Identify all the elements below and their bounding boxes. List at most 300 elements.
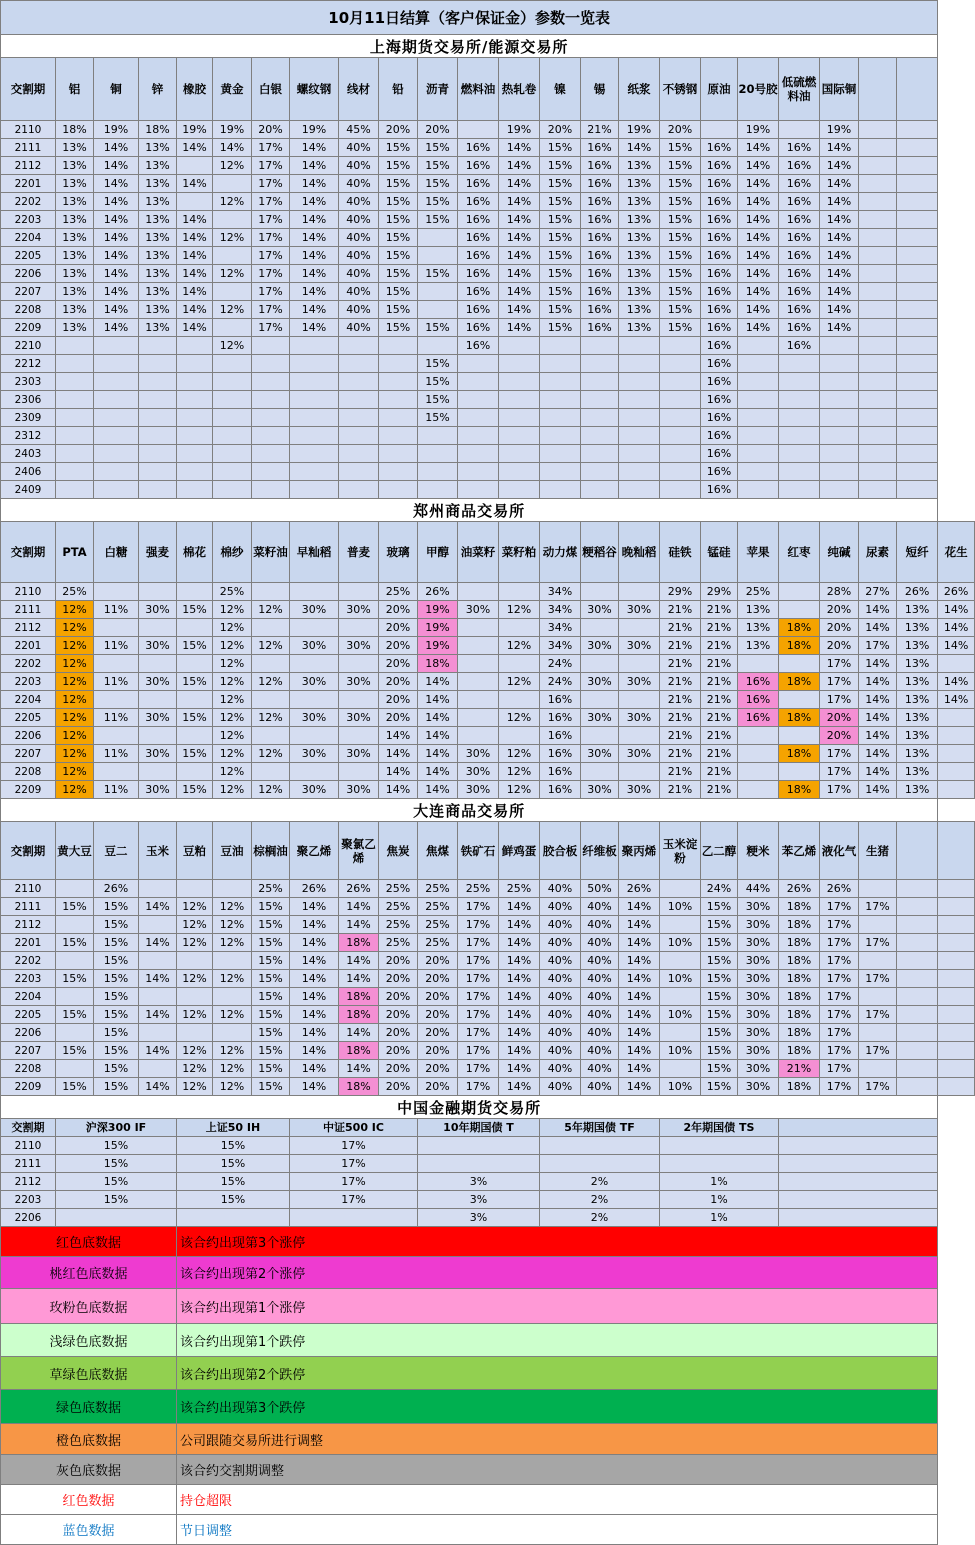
margin-cell: 16%	[738, 673, 779, 691]
margin-cell	[458, 709, 499, 727]
margin-cell: 12%	[177, 1078, 213, 1096]
margin-cell: 17%	[859, 1042, 897, 1060]
margin-cell: 14%	[94, 211, 139, 229]
margin-cell	[252, 427, 290, 445]
margin-cell	[897, 463, 938, 481]
margin-cell: 30%	[581, 673, 619, 691]
column-header: 生猪	[859, 822, 897, 880]
margin-cell: 16%	[581, 157, 619, 175]
margin-cell: 15%	[701, 1006, 738, 1024]
margin-cell: 18%	[779, 619, 820, 637]
section-header-czce	[1, 499, 975, 522]
margin-cell: 18%	[139, 121, 177, 139]
margin-cell: 30%	[619, 673, 660, 691]
margin-cell	[738, 745, 779, 763]
margin-cell: 40%	[581, 898, 619, 916]
margin-cell: 15%	[252, 970, 290, 988]
margin-cell: 17%	[290, 1191, 418, 1209]
legend-row	[1, 1227, 975, 1257]
margin-cell: 21%	[660, 745, 701, 763]
margin-cell	[581, 391, 619, 409]
margin-cell: 20%	[418, 1060, 458, 1078]
margin-cell: 14%	[738, 301, 779, 319]
margin-cell	[897, 1006, 938, 1024]
contract-month: 2208	[1, 301, 56, 319]
column-header: 玻璃	[379, 522, 418, 583]
margin-cell	[701, 121, 738, 139]
margin-cell	[177, 337, 213, 355]
margin-cell: 13%	[897, 601, 938, 619]
margin-cell	[56, 427, 94, 445]
margin-cell: 30%	[290, 709, 339, 727]
margin-cell: 12%	[499, 709, 540, 727]
column-header	[938, 822, 975, 880]
margin-cell: 14%	[738, 283, 779, 301]
margin-cell: 40%	[581, 916, 619, 934]
margin-cell	[177, 355, 213, 373]
margin-cell	[290, 463, 339, 481]
legend-row	[1, 1515, 975, 1545]
margin-cell: 16%	[458, 211, 499, 229]
margin-cell: 26%	[619, 880, 660, 898]
column-header	[859, 58, 897, 121]
margin-cell: 24%	[540, 673, 581, 691]
margin-cell	[938, 934, 975, 952]
margin-cell: 40%	[540, 934, 581, 952]
margin-cell: 40%	[581, 1006, 619, 1024]
margin-cell: 14%	[499, 988, 540, 1006]
contract-month: 2406	[1, 463, 56, 481]
margin-cell: 17%	[820, 970, 859, 988]
margin-cell: 21%	[660, 727, 701, 745]
table-row	[1, 463, 975, 481]
margin-cell: 13%	[619, 283, 660, 301]
margin-cell: 14%	[339, 1024, 379, 1042]
contract-month: 2209	[1, 781, 56, 799]
margin-cell: 12%	[177, 970, 213, 988]
margin-cell	[290, 727, 339, 745]
margin-cell: 15%	[177, 1155, 290, 1173]
margin-cell: 18%	[779, 1024, 820, 1042]
margin-cell: 15%	[701, 1024, 738, 1042]
margin-cell	[820, 409, 859, 427]
margin-cell: 16%	[581, 193, 619, 211]
margin-cell	[94, 583, 139, 601]
margin-cell: 15%	[418, 355, 458, 373]
margin-cell: 20%	[418, 988, 458, 1006]
margin-cell: 17%	[252, 139, 290, 157]
margin-cell: 16%	[701, 193, 738, 211]
margin-cell: 20%	[820, 637, 859, 655]
margin-cell	[139, 391, 177, 409]
margin-cell	[252, 373, 290, 391]
margin-cell: 21%	[660, 781, 701, 799]
margin-cell: 20%	[379, 1024, 418, 1042]
margin-cell: 12%	[213, 934, 252, 952]
contract-month: 2306	[1, 391, 56, 409]
legend-description: 持仓超限	[177, 1485, 938, 1515]
margin-cell: 50%	[581, 880, 619, 898]
column-header: 国际铜	[820, 58, 859, 121]
margin-cell: 15%	[177, 637, 213, 655]
margin-cell: 30%	[619, 781, 660, 799]
margin-cell: 16%	[581, 211, 619, 229]
margin-cell: 16%	[701, 481, 738, 499]
contract-month: 2207	[1, 745, 56, 763]
margin-cell: 13%	[139, 193, 177, 211]
margin-cell: 13%	[897, 709, 938, 727]
legend-label: 浅绿色底数据	[1, 1324, 177, 1357]
margin-cell	[897, 301, 938, 319]
margin-cell	[418, 1155, 540, 1173]
margin-cell	[418, 301, 458, 319]
margin-cell	[379, 337, 418, 355]
margin-cell: 16%	[458, 265, 499, 283]
margin-cell	[820, 391, 859, 409]
margin-cell	[290, 619, 339, 637]
margin-cell: 20%	[379, 1078, 418, 1096]
margin-cell: 14%	[339, 970, 379, 988]
margin-cell	[897, 1078, 938, 1096]
margin-cell: 15%	[660, 211, 701, 229]
margin-cell	[213, 373, 252, 391]
contract-month: 2110	[1, 880, 56, 898]
margin-cell: 14%	[619, 1078, 660, 1096]
margin-cell	[339, 463, 379, 481]
margin-cell	[897, 337, 938, 355]
margin-cell	[897, 211, 938, 229]
margin-cell	[938, 781, 975, 799]
contract-month: 2303	[1, 373, 56, 391]
margin-cell: 15%	[701, 970, 738, 988]
margin-cell: 14%	[290, 211, 339, 229]
margin-cell: 40%	[581, 1060, 619, 1078]
margin-cell	[859, 427, 897, 445]
column-header: 菜籽油	[252, 522, 290, 583]
margin-cell: 24%	[701, 880, 738, 898]
margin-cell: 12%	[499, 601, 540, 619]
margin-cell	[660, 337, 701, 355]
margin-cell	[779, 601, 820, 619]
margin-cell: 13%	[56, 247, 94, 265]
margin-cell: 15%	[660, 175, 701, 193]
margin-cell	[213, 427, 252, 445]
margin-cell	[660, 952, 701, 970]
margin-cell: 17%	[820, 673, 859, 691]
margin-cell	[897, 970, 938, 988]
margin-cell: 14%	[94, 175, 139, 193]
margin-cell: 14%	[499, 175, 540, 193]
margin-cell: 13%	[619, 193, 660, 211]
margin-cell: 15%	[540, 319, 581, 337]
margin-cell: 14%	[94, 193, 139, 211]
margin-cell: 30%	[738, 1060, 779, 1078]
legend-description: 该合约出现第3个跌停	[177, 1390, 938, 1424]
margin-cell: 3%	[418, 1191, 540, 1209]
margin-cell	[779, 1173, 938, 1191]
margin-cell: 17%	[252, 247, 290, 265]
margin-cell	[897, 373, 938, 391]
margin-cell	[540, 463, 581, 481]
legend-row	[1, 1424, 975, 1455]
margin-cell	[540, 337, 581, 355]
margin-cell	[339, 355, 379, 373]
contract-month: 2206	[1, 1209, 56, 1227]
margin-cell	[660, 409, 701, 427]
margin-cell	[290, 691, 339, 709]
margin-cell: 17%	[252, 157, 290, 175]
margin-cell: 15%	[379, 193, 418, 211]
margin-cell	[499, 655, 540, 673]
margin-cell	[660, 1155, 779, 1173]
margin-cell	[290, 427, 339, 445]
margin-cell	[738, 427, 779, 445]
margin-cell: 17%	[820, 1024, 859, 1042]
margin-cell: 14%	[619, 988, 660, 1006]
margin-cell	[290, 763, 339, 781]
margin-cell: 30%	[581, 601, 619, 619]
table-row	[1, 247, 975, 265]
margin-cell: 13%	[139, 319, 177, 337]
margin-cell: 15%	[418, 373, 458, 391]
column-header: 豆粕	[177, 822, 213, 880]
margin-cell	[859, 121, 897, 139]
margin-cell: 19%	[418, 619, 458, 637]
margin-cell: 16%	[540, 727, 581, 745]
margin-cell	[252, 445, 290, 463]
margin-cell: 12%	[252, 601, 290, 619]
margin-cell: 15%	[94, 1024, 139, 1042]
margin-cell	[252, 583, 290, 601]
margin-cell: 14%	[938, 673, 975, 691]
margin-cell	[499, 373, 540, 391]
margin-cell	[94, 427, 139, 445]
margin-cell	[458, 673, 499, 691]
margin-cell: 16%	[581, 319, 619, 337]
legend-row	[1, 1289, 975, 1324]
margin-cell: 14%	[177, 229, 213, 247]
margin-cell	[213, 283, 252, 301]
margin-cell: 15%	[540, 211, 581, 229]
margin-cell	[581, 463, 619, 481]
legend-description: 节日调整	[177, 1515, 938, 1545]
margin-cell: 30%	[619, 709, 660, 727]
margin-cell: 30%	[458, 763, 499, 781]
margin-cell: 15%	[540, 157, 581, 175]
contract-month: 2206	[1, 265, 56, 283]
margin-cell: 14%	[619, 952, 660, 970]
margin-cell: 18%	[418, 655, 458, 673]
margin-cell: 14%	[290, 952, 339, 970]
margin-cell: 3%	[418, 1173, 540, 1191]
margin-cell: 30%	[738, 988, 779, 1006]
margin-cell: 13%	[56, 265, 94, 283]
margin-cell: 17%	[820, 655, 859, 673]
column-header: 豆二	[94, 822, 139, 880]
margin-cell: 14%	[290, 1024, 339, 1042]
margin-cell	[139, 409, 177, 427]
margin-cell: 15%	[418, 157, 458, 175]
table-row	[1, 193, 975, 211]
column-header: 黄大豆	[56, 822, 94, 880]
margin-cell: 21%	[701, 745, 738, 763]
margin-cell	[252, 391, 290, 409]
margin-cell	[499, 481, 540, 499]
margin-cell: 17%	[252, 229, 290, 247]
margin-cell: 10%	[660, 1042, 701, 1060]
margin-cell: 13%	[56, 319, 94, 337]
margin-cell	[94, 463, 139, 481]
margin-cell	[458, 445, 499, 463]
margin-cell: 20%	[379, 1042, 418, 1060]
margin-cell	[177, 1209, 290, 1227]
margin-cell	[252, 337, 290, 355]
margin-cell	[540, 481, 581, 499]
margin-cell	[581, 337, 619, 355]
margin-cell	[779, 427, 820, 445]
margin-cell	[418, 463, 458, 481]
column-header: 聚氯乙烯	[339, 822, 379, 880]
margin-cell: 21%	[581, 121, 619, 139]
margin-cell: 19%	[290, 121, 339, 139]
margin-cell: 17%	[820, 898, 859, 916]
margin-cell: 13%	[56, 193, 94, 211]
contract-month: 2204	[1, 691, 56, 709]
contract-month: 2111	[1, 1155, 56, 1173]
margin-cell: 12%	[499, 637, 540, 655]
table-row	[1, 373, 975, 391]
margin-cell	[379, 463, 418, 481]
column-header: 焦炭	[379, 822, 418, 880]
margin-cell: 20%	[820, 709, 859, 727]
margin-cell: 12%	[252, 673, 290, 691]
margin-cell: 15%	[94, 1006, 139, 1024]
margin-cell	[660, 373, 701, 391]
margin-cell	[418, 229, 458, 247]
margin-cell: 15%	[56, 1006, 94, 1024]
margin-cell	[213, 880, 252, 898]
column-header: 玉米	[139, 822, 177, 880]
margin-cell: 10%	[660, 1006, 701, 1024]
margin-cell: 15%	[94, 1042, 139, 1060]
margin-cell: 15%	[252, 952, 290, 970]
table-row	[1, 916, 975, 934]
margin-cell: 15%	[701, 1078, 738, 1096]
margin-cell	[339, 619, 379, 637]
margin-cell	[177, 193, 213, 211]
margin-cell: 17%	[252, 319, 290, 337]
section-title: 郑州商品交易所	[1, 499, 938, 522]
margin-cell	[177, 157, 213, 175]
margin-cell: 45%	[339, 121, 379, 139]
margin-cell: 15%	[418, 391, 458, 409]
margin-cell: 30%	[738, 1078, 779, 1096]
margin-cell	[139, 988, 177, 1006]
margin-cell: 30%	[290, 673, 339, 691]
margin-cell: 40%	[339, 229, 379, 247]
margin-cell: 15%	[252, 1024, 290, 1042]
margin-cell: 14%	[619, 1006, 660, 1024]
margin-cell	[779, 445, 820, 463]
margin-cell: 40%	[339, 139, 379, 157]
contract-month: 2204	[1, 229, 56, 247]
margin-cell: 21%	[779, 1060, 820, 1078]
margin-cell: 14%	[290, 319, 339, 337]
margin-cell: 16%	[701, 247, 738, 265]
table-row	[1, 301, 975, 319]
margin-cell: 18%	[779, 637, 820, 655]
margin-cell: 13%	[897, 619, 938, 637]
margin-cell: 16%	[540, 781, 581, 799]
margin-cell	[139, 619, 177, 637]
margin-cell: 16%	[581, 301, 619, 319]
margin-cell: 14%	[499, 1078, 540, 1096]
margin-cell	[139, 427, 177, 445]
margin-cell	[619, 409, 660, 427]
margin-cell: 12%	[56, 673, 94, 691]
column-header-row	[1, 822, 975, 880]
margin-cell	[56, 1024, 94, 1042]
contract-month: 2210	[1, 337, 56, 355]
margin-cell: 20%	[379, 709, 418, 727]
margin-cell	[938, 916, 975, 934]
margin-cell: 15%	[56, 970, 94, 988]
margin-cell	[859, 265, 897, 283]
margin-cell: 14%	[938, 691, 975, 709]
margin-cell	[581, 727, 619, 745]
margin-cell	[213, 481, 252, 499]
margin-cell: 15%	[177, 673, 213, 691]
margin-cell: 13%	[56, 283, 94, 301]
margin-cell	[581, 691, 619, 709]
margin-cell: 21%	[701, 619, 738, 637]
margin-cell	[619, 481, 660, 499]
margin-cell: 25%	[379, 583, 418, 601]
legend-description: 该合约交割期调整	[177, 1455, 938, 1485]
margin-cell: 12%	[213, 745, 252, 763]
margin-cell: 30%	[339, 709, 379, 727]
margin-cell: 15%	[177, 1173, 290, 1191]
margin-cell: 13%	[56, 157, 94, 175]
margin-cell: 11%	[94, 673, 139, 691]
margin-cell: 21%	[701, 781, 738, 799]
column-header: 动力煤	[540, 522, 581, 583]
margin-cell	[339, 337, 379, 355]
margin-cell: 13%	[619, 157, 660, 175]
margin-cell: 15%	[56, 1173, 177, 1191]
table-row	[1, 1209, 975, 1227]
margin-cell: 17%	[859, 898, 897, 916]
margin-cell: 16%	[779, 193, 820, 211]
margin-cell	[177, 952, 213, 970]
margin-cell	[779, 1155, 938, 1173]
margin-cell: 19%	[213, 121, 252, 139]
margin-cell	[938, 988, 975, 1006]
contract-month: 2212	[1, 355, 56, 373]
column-header: 纯碱	[820, 522, 859, 583]
margin-cell: 14%	[938, 619, 975, 637]
margin-cell	[660, 988, 701, 1006]
margin-cell: 15%	[660, 283, 701, 301]
margin-cell	[660, 916, 701, 934]
margin-cell	[458, 583, 499, 601]
margin-cell: 16%	[458, 157, 499, 175]
margin-cell: 14%	[290, 193, 339, 211]
margin-cell: 30%	[619, 637, 660, 655]
column-header: 燃料油	[458, 58, 499, 121]
margin-cell: 15%	[660, 319, 701, 337]
margin-cell: 16%	[779, 175, 820, 193]
